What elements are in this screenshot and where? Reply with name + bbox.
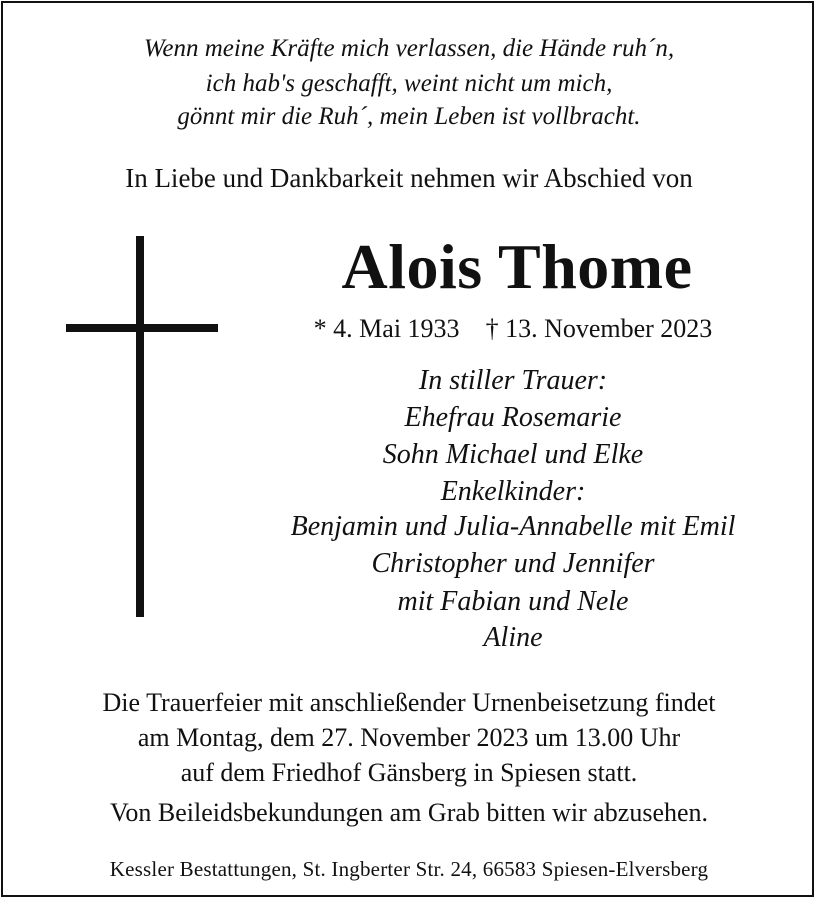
poem-line: gönnt mir die Ruh´, mein Leben ist vollbracht. <box>177 103 641 130</box>
mourner-line: mit Fabian und Nele <box>397 586 629 617</box>
condolence-note: Von Beileidsbekundungen am Grab bitten wir abzusehen. <box>109 798 709 827</box>
death-date: † 13. November 2023 <box>485 314 713 343</box>
birth-date: * 4. Mai 1933 <box>313 314 460 343</box>
service-line: Die Trauerfeier mit anschließender Urnenbeisetzung findet <box>102 688 716 717</box>
mourner-line: Benjamin und Julia-Annabelle mit Emil <box>290 511 736 542</box>
poem-line: Wenn meine Kräfte mich verlassen, die Hände ruh´n, <box>143 35 675 62</box>
mourner-line: Christopher und Jennifer <box>371 548 655 579</box>
service-line: auf dem Friedhof Gänsberg in Spiesen statt. <box>180 758 638 787</box>
mourner-line: Aline <box>483 622 543 653</box>
deceased-name: Alois Thome <box>341 231 693 302</box>
mourner-line: Enkelkinder: <box>440 476 586 507</box>
intro-text: In Liebe und Dankbarkeit nehmen wir Abschied von <box>125 163 693 193</box>
service-line: am Montag, dem 27. November 2023 um 13.00 Uhr <box>137 723 681 752</box>
mourner-line: In stiller Trauer: <box>418 365 608 396</box>
mourner-line: Sohn Michael und Elke <box>382 439 644 470</box>
mourner-line: Ehefrau Rosemarie <box>404 402 622 433</box>
poem-line: ich hab's geschafft, weint nicht um mich, <box>205 70 613 97</box>
funeral-home-footer: Kessler Bestattungen, St. Ingberter Str. 24, 66583 Spiesen-Elversberg <box>109 857 709 881</box>
life-dates <box>104 314 818 344</box>
